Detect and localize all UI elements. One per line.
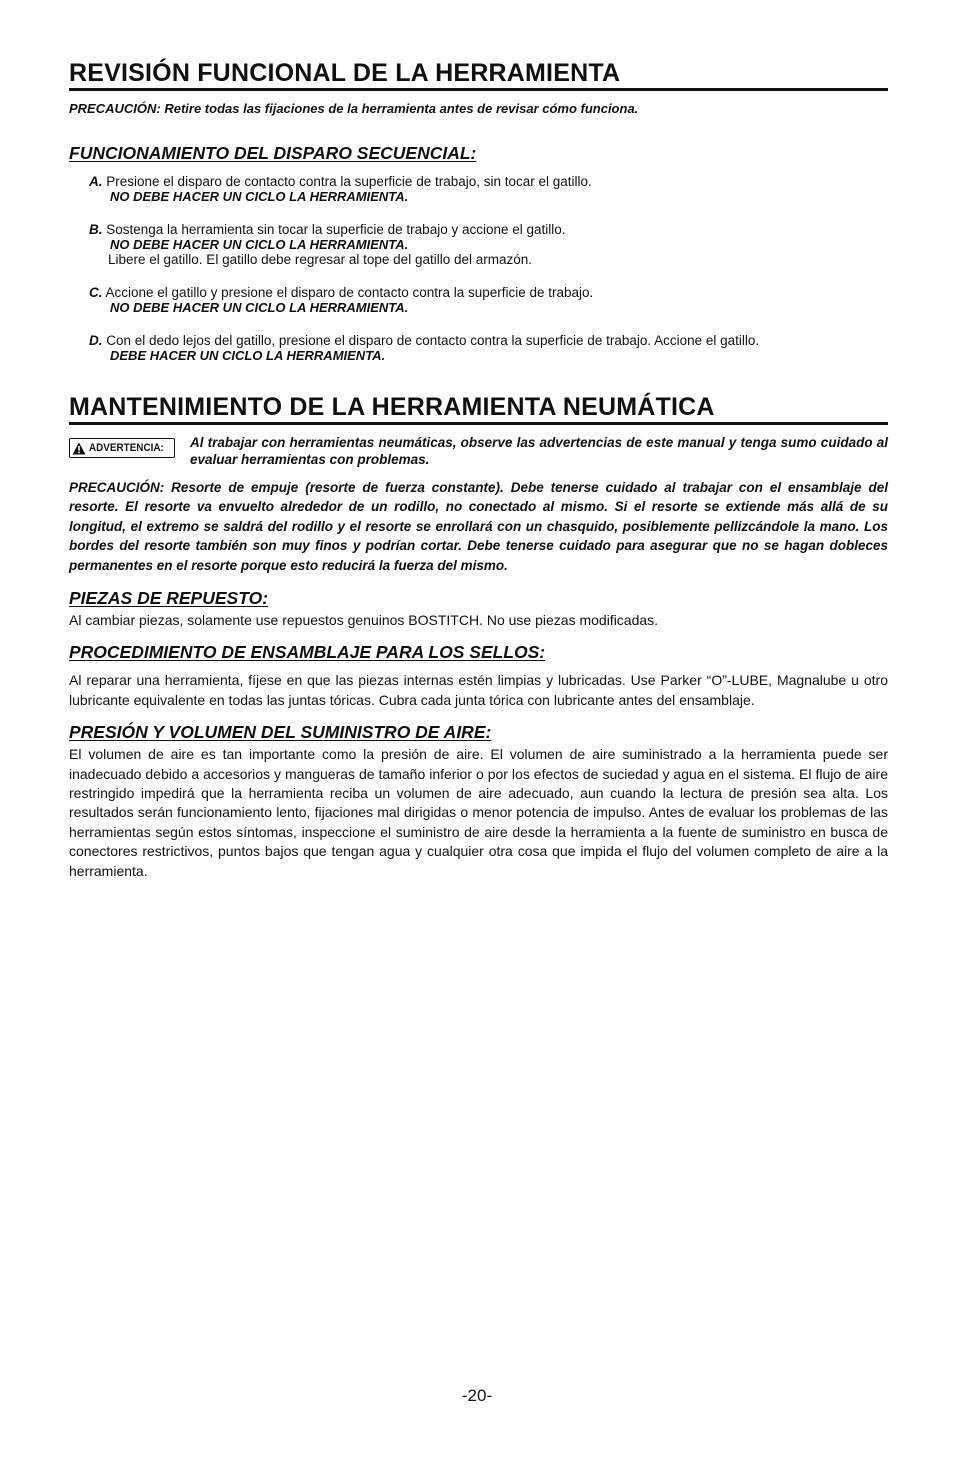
step-text: Accione el gatillo y presione el disparo de contacto contra la superficie de trabajo.	[105, 285, 594, 300]
caution-remove-fasteners: PRECAUCIÓN: Retire todas las fijaciones de la herramienta antes de revisar cómo funciona.	[69, 101, 639, 116]
step-warning: NO DEBE HACER UN CICLO LA HERRAMIENTA.	[110, 189, 409, 204]
seal-assembly-text: Al reparar una herramienta, fíjese en que las piezas internas estén limpias y lubricadas. Use Parker “O”-LUBE, Magnalube u otro lubricante equivalente en todas las juntas tóricas. Cubra cada junta tórica con lubricante antes del ensamblaje.	[69, 672, 888, 708]
step-letter: A.	[89, 174, 103, 189]
replacement-parts-text: Al cambiar piezas, solamente use repuestos genuinos BOSTITCH. No use piezas modificadas.	[69, 612, 659, 629]
step-letter: C.	[89, 285, 103, 300]
air-supply-text: El volumen de aire es tan importante como la presión de aire. El volumen de aire suministrado a la herramienta puede ser inadecuado debido a accesorios y mangueras de tamaño inferior o por los efectos de suciedad y agua en el sistema. El flujo de aire restringido impedirá que la herramienta reciba un volumen de aire adecuado, aun cuando la lectura de presión sea alta. Los resultados serán funcionamiento lento, fijaciones mal dirigidas o menor potencia de impulso. Antes de evaluar los problemas de las herramientas según estos síntomas, inspeccione el suministro de aire desde la herramienta a la fuente de suministro en busca de conectores restrictivos, puntos bajos que tengan agua y cualquier otra cosa que impida el flujo del volumen completo de aire a la herramienta.	[69, 746, 888, 879]
subheading-seal-assembly: PROCEDIMIENTO DE ENSAMBLAJE PARA LOS SELLOS:	[69, 642, 546, 663]
step-c	[89, 285, 888, 315]
step-warning: DEBE HACER UN CICLO LA HERRAMIENTA.	[110, 348, 386, 363]
step-warning: NO DEBE HACER UN CICLO LA HERRAMIENTA.	[110, 237, 409, 252]
step-letter: B.	[89, 222, 103, 237]
page-number: -20-	[461, 1386, 493, 1405]
warning-triangle-icon	[72, 442, 86, 455]
step-a	[89, 174, 888, 204]
step-d	[89, 333, 888, 363]
caution-spring: PRECAUCIÓN: Resorte de empuje (resorte de fuerza constante). Debe tenerse cuidado al trabajar con el ensamblaje del resorte. El resorte va envuelto alrededor de un rodillo, no conectado al mismo. Si el resorte se extiende más allá de su longitud, el extremo se saldrá del rodillo y el resorte se enrollará con un chasquido, posiblemente pellizcándole la mano. Los bordes del resorte también son muy finos y podrían cortar. Debe tenerse cuidado para asegurar que no se hagan dobleces permanentes en el resorte porque esto reducirá la fuerza del mismo.	[69, 480, 888, 573]
step-letter: D.	[89, 333, 103, 348]
step-b	[89, 222, 888, 267]
advertencia-text: Al trabajar con herramientas neumáticas, observe las advertencias de este manual y tenga sumo cuidado al evaluar herramientas con problemas.	[190, 435, 888, 467]
subheading-replacement-parts: PIEZAS DE REPUESTO:	[69, 588, 269, 609]
subheading-air-supply: PRESIÓN Y VOLUMEN DEL SUMINISTRO DE AIRE:	[69, 722, 492, 743]
step-text: Presione el disparo de contacto contra la superficie de trabajo, sin tocar el gatillo.	[106, 174, 592, 189]
step-warning: NO DEBE HACER UN CICLO LA HERRAMIENTA.	[110, 300, 409, 315]
section-title-maintenance: MANTENIMIENTO DE LA HERRAMIENTA NEUMÁTICA	[69, 393, 888, 425]
subheading-sequential-trip: FUNCIONAMIENTO DEL DISPARO SECUENCIAL:	[69, 143, 477, 163]
section-title-functional-check: REVISIÓN FUNCIONAL DE LA HERRAMIENTA	[69, 59, 888, 91]
step-extra-text: Libere el gatillo. El gatillo debe regresar al tope del gatillo del armazón.	[108, 252, 533, 267]
advertencia-label: ADVERTENCIA:	[88, 442, 164, 454]
sequential-steps-list	[69, 174, 888, 363]
advertencia-badge	[69, 438, 175, 458]
advertencia-block	[69, 434, 888, 468]
manual-page	[69, 0, 888, 881]
step-text: Sostenga la herramienta sin tocar la superficie de trabajo y accione el gatillo.	[106, 222, 566, 237]
step-text: Con el dedo lejos del gatillo, presione el disparo de contacto contra la superficie de trabajo. Accione el gatillo.	[106, 333, 760, 348]
